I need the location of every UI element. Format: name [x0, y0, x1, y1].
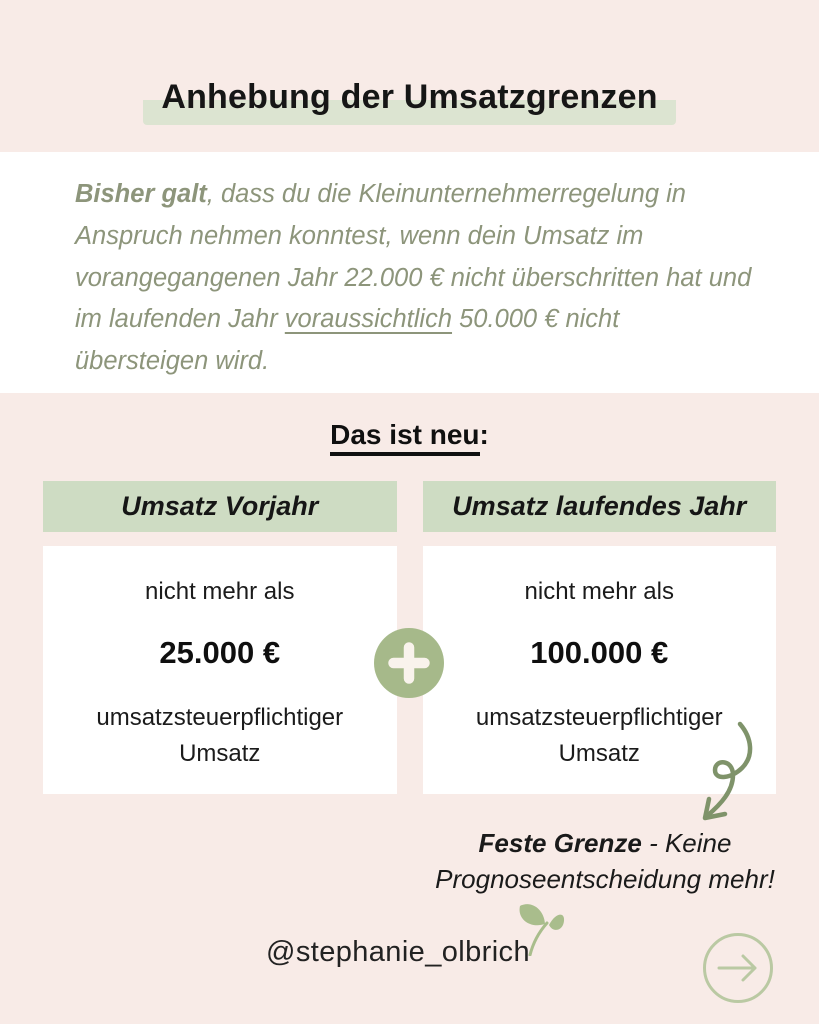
intro-lead-text: Bisher galt — [75, 180, 207, 208]
column-previous-year — [43, 481, 397, 794]
intro-text-part1: , dass du die Kleinunternehmerregelung in Anspruch nehmen konntest, wenn dein Umsatz im vorangegangenen Jahr 22.000 € nicht überschritten hat und im laufenden Jahr — [75, 180, 752, 334]
note-bold-text: Feste Grenze — [478, 828, 642, 858]
plus-circle — [374, 628, 444, 698]
column-header-current-year: Umsatz laufendes Jahr — [423, 481, 777, 532]
qualifier-current-year: nicht mehr als — [524, 578, 674, 605]
column-header-previous-year: Umsatz Vorjahr — [43, 481, 397, 532]
intro-underlined-word: voraussichtlich — [284, 305, 453, 334]
intro-section — [0, 152, 819, 393]
intro-paragraph — [75, 174, 759, 383]
qualifier-previous-year: nicht mehr als — [145, 578, 295, 605]
page-title-row — [0, 78, 819, 125]
card-previous-year — [43, 546, 397, 794]
page-title: Anhebung der Umsatzgrenzen — [143, 78, 675, 125]
sprout-icon — [514, 901, 566, 956]
arrow-right-icon — [706, 936, 770, 1000]
note-rest-text: - Keine Prognoseentscheidung mehr! — [435, 828, 775, 894]
author-handle: @stephanie_olbrich — [266, 936, 530, 968]
next-button[interactable] — [703, 933, 773, 1003]
intro-text-part2: 50.000 € nicht übersteigen wird. — [75, 305, 620, 376]
description-current-year: umsatzsteuerpflichtiger Umsatz — [475, 704, 723, 767]
curved-arrow-icon — [688, 718, 760, 826]
description-previous-year: umsatzsteuerpflichtiger Umsatz — [96, 704, 344, 767]
amount-current-year: 100.000 € — [530, 635, 669, 670]
plus-icon — [374, 628, 444, 698]
amount-previous-year: 25.000 € — [159, 635, 281, 670]
note-text — [420, 826, 790, 898]
section-heading-colon: : — [479, 419, 489, 450]
section-heading — [0, 419, 819, 451]
section-heading-text: Das ist neu — [330, 419, 479, 456]
